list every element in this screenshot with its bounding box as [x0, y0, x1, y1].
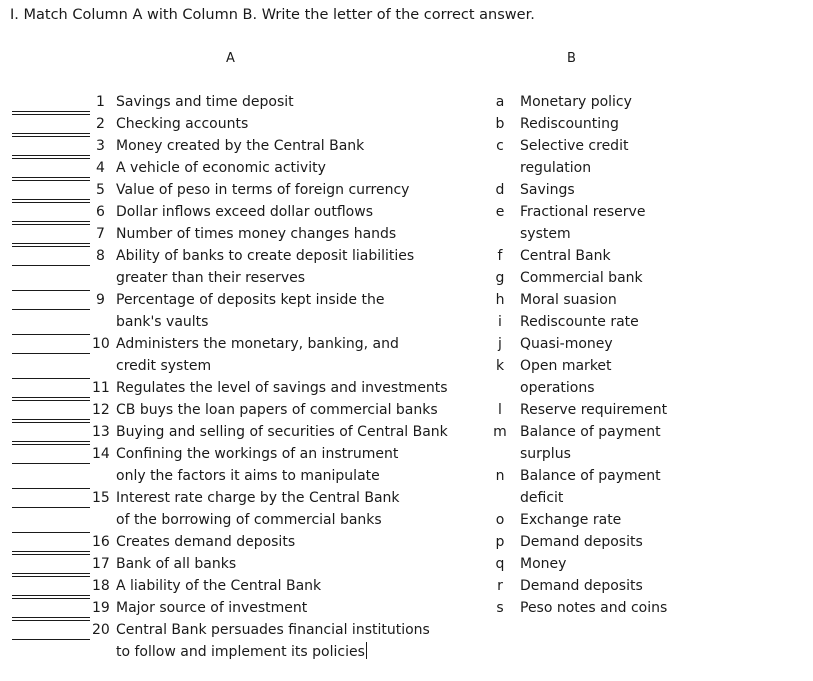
- answer-blank-line: [12, 290, 90, 291]
- item-number: 7: [96, 226, 105, 242]
- item-number: 17: [92, 556, 110, 572]
- choice-text: system: [520, 226, 571, 242]
- answer-blank-line: [12, 246, 90, 247]
- text-cursor: [366, 642, 367, 659]
- item-text: credit system: [116, 358, 212, 374]
- answer-blank-5[interactable]: [12, 199, 90, 200]
- item-text: Dollar inflows exceed dollar outflows: [116, 204, 373, 220]
- choice-letter: q: [495, 556, 505, 572]
- answer-blank-line: [12, 532, 90, 533]
- choice-text: Balance of payment: [520, 424, 661, 440]
- item-text: greater than their reserves: [116, 270, 306, 286]
- answer-blank-line: [12, 620, 90, 621]
- answer-blank-line: [12, 576, 90, 577]
- item-number: 3: [96, 138, 105, 154]
- item-text: A vehicle of economic activity: [116, 160, 326, 176]
- choice-text: regulation: [520, 160, 592, 176]
- choice-letter: g: [495, 270, 505, 286]
- item-text: Administers the monetary, banking, and: [116, 336, 399, 352]
- choice-letter: s: [496, 600, 504, 616]
- answer-blank-15[interactable]: [12, 507, 90, 508]
- choice-letter: d: [495, 182, 505, 198]
- answer-blank-line: [12, 444, 90, 445]
- answer-blank-line: [12, 488, 90, 489]
- item-number: 16: [92, 534, 110, 550]
- item-text: of the borrowing of commercial banks: [116, 512, 382, 528]
- choice-letter: l: [498, 402, 502, 418]
- item-number: 10: [92, 336, 110, 352]
- choice-text: Central Bank: [520, 248, 611, 264]
- item-text: Confining the workings of an instrument: [116, 446, 399, 462]
- choice-letter: i: [498, 314, 502, 330]
- item-text: Buying and selling of securities of Central Bank: [116, 424, 448, 440]
- instructions: I. Match Column A with Column B. Write the letter of the correct answer.: [10, 7, 535, 23]
- choice-text: Open market: [520, 358, 612, 374]
- column-a-header: A: [226, 51, 235, 66]
- answer-blank-4[interactable]: [12, 177, 90, 178]
- answer-blank-17[interactable]: [12, 573, 90, 574]
- choice-text: Fractional reserve: [520, 204, 646, 220]
- answer-blank-16[interactable]: [12, 551, 90, 552]
- choice-text: Reserve requirement: [520, 402, 668, 418]
- item-text: Central Bank persuades financial institutions: [116, 622, 430, 638]
- choice-text: Moral suasion: [520, 292, 617, 308]
- choice-text: operations: [520, 380, 595, 396]
- choice-letter: n: [495, 468, 505, 484]
- item-text: to follow and implement its policies: [116, 644, 365, 660]
- item-text: Number of times money changes hands: [116, 226, 397, 242]
- answer-blank-13[interactable]: [12, 441, 90, 442]
- choice-text: Commercial bank: [520, 270, 643, 286]
- choice-text: Balance of payment: [520, 468, 661, 484]
- answer-blank-9[interactable]: [12, 309, 90, 310]
- item-text: bank's vaults: [116, 314, 209, 330]
- choice-text: Demand deposits: [520, 578, 643, 594]
- choice-letter: p: [495, 534, 505, 550]
- choice-letter: f: [497, 248, 503, 264]
- choice-text: Rediscounting: [520, 116, 619, 132]
- item-number: 18: [92, 578, 110, 594]
- item-number: 4: [96, 160, 105, 176]
- choice-text: deficit: [520, 490, 564, 506]
- item-number: 20: [92, 622, 110, 638]
- answer-blank-6[interactable]: [12, 221, 90, 222]
- item-text: Money created by the Central Bank: [116, 138, 365, 154]
- item-number: 6: [96, 204, 105, 220]
- item-text: Savings and time deposit: [116, 94, 294, 110]
- answer-blank-line: [12, 202, 90, 203]
- answer-blank-1[interactable]: [12, 111, 90, 112]
- choice-text: Selective credit: [520, 138, 629, 154]
- item-number: 12: [92, 402, 110, 418]
- item-number: 1: [96, 94, 105, 110]
- choice-text: surplus: [520, 446, 571, 462]
- choice-text: Demand deposits: [520, 534, 643, 550]
- choice-letter: c: [496, 138, 504, 154]
- choice-letter: a: [495, 94, 505, 110]
- answer-blank-line: [12, 554, 90, 555]
- choice-text: Money: [520, 556, 567, 572]
- answer-blank-line: [12, 180, 90, 181]
- choice-text: Peso notes and coins: [520, 600, 668, 616]
- answer-blank-line: [12, 224, 90, 225]
- choice-text: Quasi-money: [520, 336, 613, 352]
- item-text: Percentage of deposits kept inside the: [116, 292, 385, 308]
- column-b-header: B: [567, 51, 576, 66]
- item-number: 15: [92, 490, 110, 506]
- item-text: Interest rate charge by the Central Bank: [116, 490, 400, 506]
- item-text: Major source of investment: [116, 600, 308, 616]
- item-number: 14: [92, 446, 110, 462]
- item-text: Value of peso in terms of foreign currency: [116, 182, 410, 198]
- answer-blank-19[interactable]: [12, 617, 90, 618]
- answer-blank-10[interactable]: [12, 353, 90, 354]
- choice-text: Savings: [520, 182, 575, 198]
- answer-blank-20[interactable]: [12, 639, 90, 640]
- item-text: Checking accounts: [116, 116, 249, 132]
- choice-letter: j: [498, 336, 502, 352]
- choice-text: Exchange rate: [520, 512, 622, 528]
- choice-letter: k: [495, 358, 505, 374]
- item-number: 5: [96, 182, 105, 198]
- choice-letter: h: [495, 292, 505, 308]
- answer-blank-8[interactable]: [12, 265, 90, 266]
- item-number: 13: [92, 424, 110, 440]
- answer-blank-line: [12, 400, 90, 401]
- answer-blank-14[interactable]: [12, 463, 90, 464]
- choice-letter: o: [495, 512, 505, 528]
- answer-blank-line: [12, 114, 90, 115]
- item-text: A liability of the Central Bank: [116, 578, 322, 594]
- answer-blank-line: [12, 158, 90, 159]
- item-text: Bank of all banks: [116, 556, 237, 572]
- answer-blank-line: [12, 378, 90, 379]
- item-number: 19: [92, 600, 110, 616]
- answer-blank-11[interactable]: [12, 397, 90, 398]
- item-number: 8: [96, 248, 105, 264]
- answer-blank-line: [12, 334, 90, 335]
- choice-letter: e: [495, 204, 505, 220]
- answer-blank-18[interactable]: [12, 595, 90, 596]
- item-number: 9: [96, 292, 105, 308]
- item-text: only the factors it aims to manipulate: [116, 468, 380, 484]
- answer-blank-line: [12, 422, 90, 423]
- item-text: CB buys the loan papers of commercial banks: [116, 402, 438, 418]
- answer-blank-line: [12, 598, 90, 599]
- answer-blank-12[interactable]: [12, 419, 90, 420]
- choice-letter: b: [495, 116, 505, 132]
- choice-letter: r: [497, 578, 503, 594]
- item-number: 2: [96, 116, 105, 132]
- choice-letter: m: [493, 424, 507, 440]
- answer-blank-3[interactable]: [12, 155, 90, 156]
- item-text: Ability of banks to create deposit liabilities: [116, 248, 415, 264]
- answer-blank-line: [12, 136, 90, 137]
- answer-blank-2[interactable]: [12, 133, 90, 134]
- item-text: Creates demand deposits: [116, 534, 296, 550]
- item-text: Regulates the level of savings and investments: [116, 380, 448, 396]
- choice-text: Rediscounte rate: [520, 314, 639, 330]
- item-number: 11: [92, 380, 110, 396]
- choice-text: Monetary policy: [520, 94, 632, 110]
- answer-blank-7[interactable]: [12, 243, 90, 244]
